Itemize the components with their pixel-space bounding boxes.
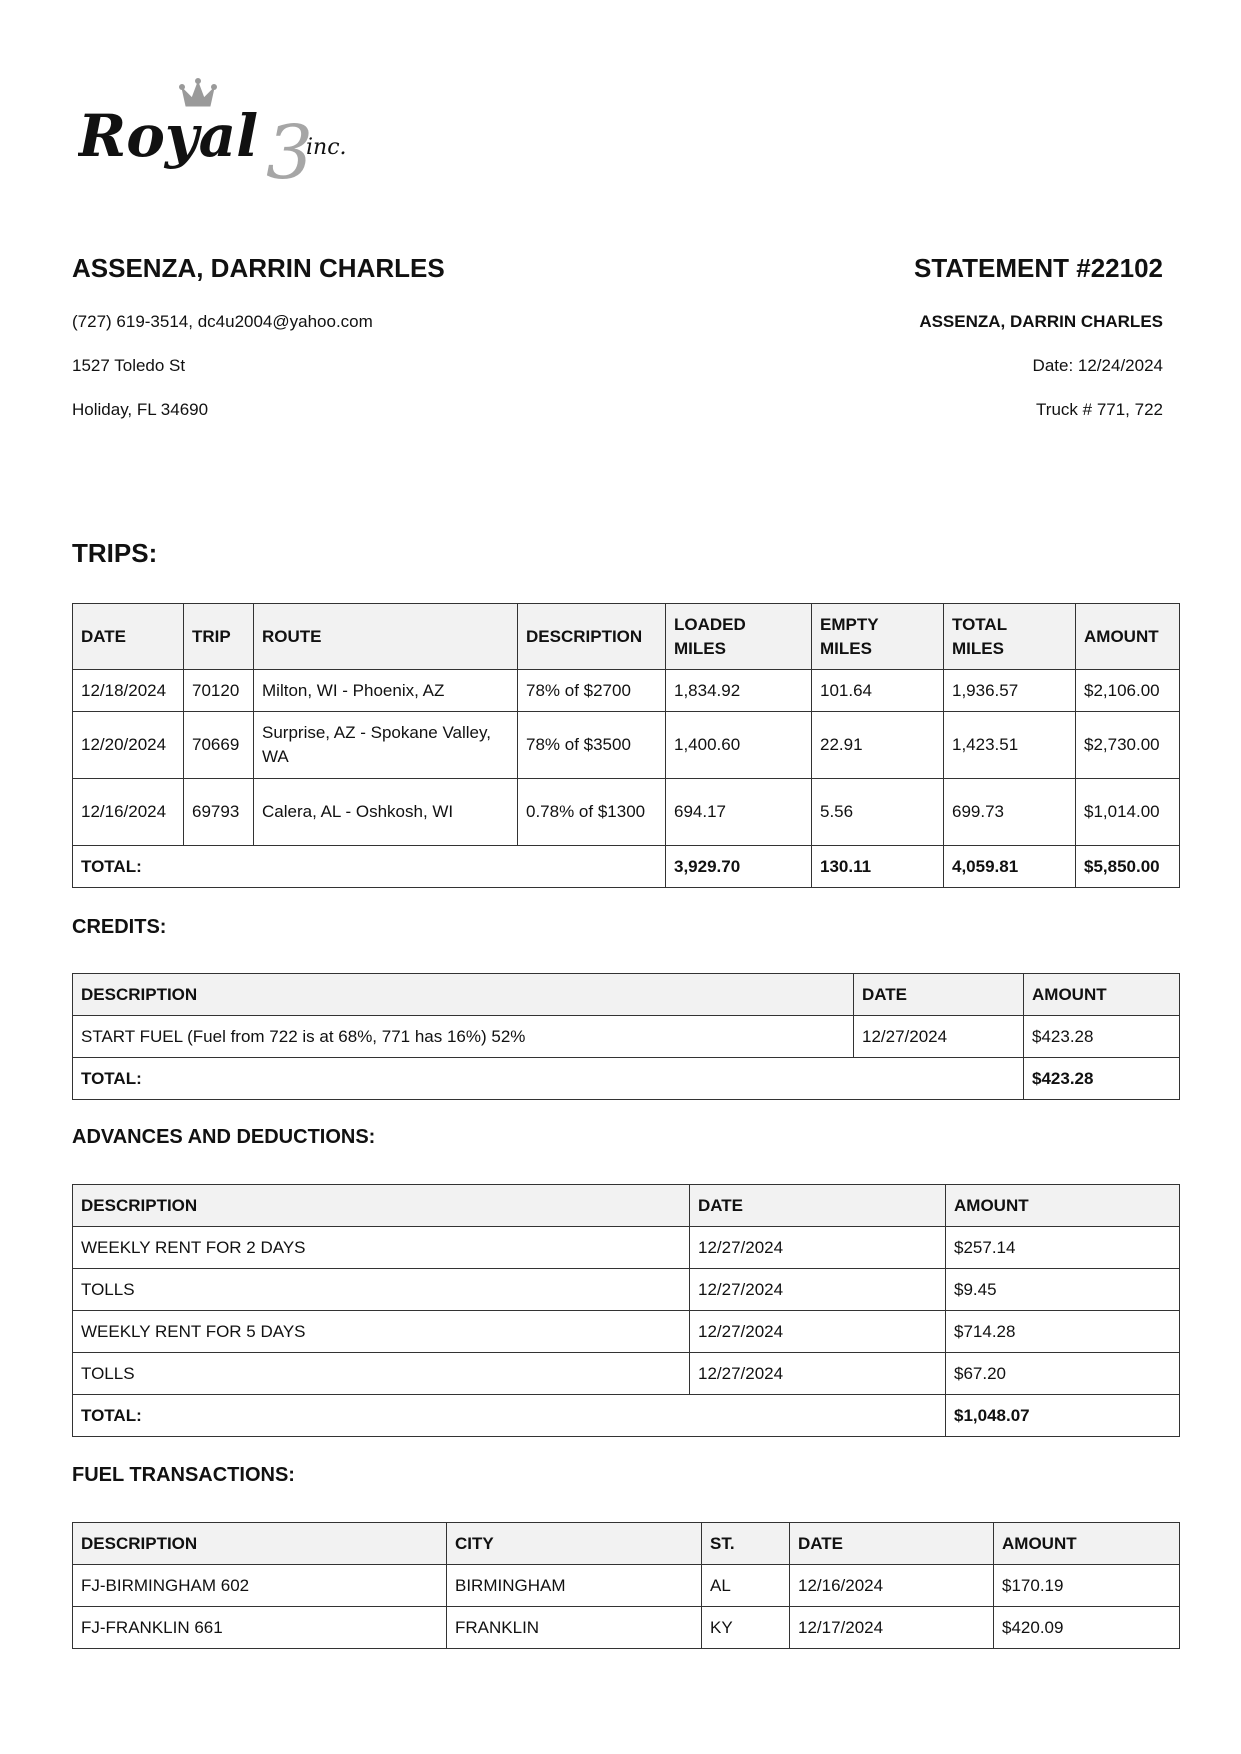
driver-name: ASSENZA, DARRIN CHARLES: [72, 253, 445, 283]
trip-amount: $2,106.00: [1076, 670, 1180, 712]
header-total-line1: TOTAL: [952, 614, 1008, 634]
fuel-title: FUEL TRANSACTIONS:: [72, 1464, 295, 1486]
table-row: [73, 1565, 1180, 1607]
trips-title: TRIPS:: [72, 538, 158, 568]
trip-description: 78% of $2700: [518, 670, 666, 712]
total-label: TOTAL:: [73, 846, 666, 888]
header-empty-miles: [812, 604, 944, 670]
driver-street: 1527 Toledo St: [72, 356, 186, 375]
fuel-description: FJ-FRANKLIN 661: [73, 1607, 447, 1649]
fuel-state: AL: [702, 1565, 790, 1607]
deduction-description: WEEKLY RENT FOR 5 DAYS: [73, 1311, 690, 1353]
fuel-date: 12/17/2024: [790, 1607, 994, 1649]
driver-info: [72, 252, 632, 419]
trip-empty: 101.64: [812, 670, 944, 712]
table-row: [73, 1311, 1180, 1353]
trip-amount: $1,014.00: [1076, 779, 1180, 846]
total-loaded: 3,929.70: [666, 846, 812, 888]
trip-total: 699.73: [944, 779, 1076, 846]
credits-title: CREDITS:: [72, 916, 167, 938]
company-logo: [78, 78, 378, 188]
deduction-amount: $714.28: [946, 1311, 1180, 1353]
table-row: [73, 1353, 1180, 1395]
header-loaded-line2: MILES: [674, 638, 726, 658]
trip-date: 12/20/2024: [73, 712, 184, 779]
total-amount: $5,850.00: [1076, 846, 1180, 888]
fuel-amount: $170.19: [994, 1565, 1180, 1607]
header-description: DESCRIPTION: [518, 604, 666, 670]
trip-number: 70669: [184, 712, 254, 779]
logo-wordmark: Royal: [78, 102, 259, 170]
statement-info: [603, 252, 1163, 419]
deduction-amount: $67.20: [946, 1353, 1180, 1395]
trip-total: 1,423.51: [944, 712, 1076, 779]
table-row: [73, 1016, 1180, 1058]
header-loaded-line1: LOADED: [674, 614, 746, 634]
fuel-amount: $420.09: [994, 1607, 1180, 1649]
header-amount: AMOUNT: [946, 1185, 1180, 1227]
deduction-description: TOLLS: [73, 1269, 690, 1311]
header-loaded-miles: [666, 604, 812, 670]
royal3-logo-graphic: [78, 78, 378, 188]
statement-title: STATEMENT #22102: [913, 253, 1163, 283]
logo-number: 3: [266, 110, 314, 188]
header-date: DATE: [854, 974, 1024, 1016]
driver-contact: (727) 619-3514, dc4u2004@yahoo.com: [72, 312, 373, 331]
deductions-total-row: [73, 1395, 1180, 1437]
deduction-date: 12/27/2024: [690, 1353, 946, 1395]
header-amount: AMOUNT: [1024, 974, 1180, 1016]
trip-loaded: 1,400.60: [666, 712, 812, 779]
header-trip: TRIP: [184, 604, 254, 670]
total-empty: 130.11: [812, 846, 944, 888]
header-amount: AMOUNT: [994, 1523, 1180, 1565]
statement-name: ASSENZA, DARRIN CHARLES: [919, 312, 1163, 331]
trip-amount: $2,730.00: [1076, 712, 1180, 779]
header-description: DESCRIPTION: [73, 1185, 690, 1227]
credits-total-row: [73, 1058, 1180, 1100]
header-date: DATE: [73, 604, 184, 670]
total-miles: 4,059.81: [944, 846, 1076, 888]
header-total-miles: [944, 604, 1076, 670]
trip-route: Calera, AL - Oshkosh, WI: [254, 779, 518, 846]
fuel-header-row: [73, 1523, 1180, 1565]
fuel-table: [72, 1522, 1180, 1649]
trip-date: 12/18/2024: [73, 670, 184, 712]
driver-city: Holiday, FL 34690: [72, 400, 209, 419]
trip-empty: 5.56: [812, 779, 944, 846]
deductions-title: ADVANCES AND DEDUCTIONS:: [72, 1126, 376, 1148]
total-label: TOTAL:: [73, 1395, 946, 1437]
trips-header-row: [73, 604, 1180, 670]
deductions-table: [72, 1184, 1180, 1437]
deduction-date: 12/27/2024: [690, 1227, 946, 1269]
trip-description: 78% of $3500: [518, 712, 666, 779]
table-row: [73, 1227, 1180, 1269]
deduction-date: 12/27/2024: [690, 1311, 946, 1353]
trips-table: [72, 603, 1180, 888]
total-amount: $1,048.07: [946, 1395, 1180, 1437]
trip-route: Surprise, AZ - Spokane Valley, WA: [254, 712, 518, 779]
header-state: ST.: [702, 1523, 790, 1565]
statement-date: Date: 12/24/2024: [1032, 356, 1163, 375]
header-amount: AMOUNT: [1076, 604, 1180, 670]
header-empty-line1: EMPTY: [820, 614, 879, 634]
deductions-header-row: [73, 1185, 1180, 1227]
total-amount: $423.28: [1024, 1058, 1180, 1100]
header-total-line2: MILES: [952, 638, 1004, 658]
fuel-city: FRANKLIN: [447, 1607, 702, 1649]
trip-empty: 22.91: [812, 712, 944, 779]
logo-suffix: inc.: [306, 135, 347, 160]
table-row: [73, 712, 1180, 779]
header-empty-line2: MILES: [820, 638, 872, 658]
trip-number: 70120: [184, 670, 254, 712]
trip-total: 1,936.57: [944, 670, 1076, 712]
credits-table: [72, 973, 1180, 1100]
header-date: DATE: [790, 1523, 994, 1565]
deduction-description: TOLLS: [73, 1353, 690, 1395]
trip-loaded: 694.17: [666, 779, 812, 846]
trip-route: Milton, WI - Phoenix, AZ: [254, 670, 518, 712]
table-row: [73, 1269, 1180, 1311]
header-city: CITY: [447, 1523, 702, 1565]
table-row: [73, 1607, 1180, 1649]
header-description: DESCRIPTION: [73, 974, 854, 1016]
deduction-date: 12/27/2024: [690, 1269, 946, 1311]
trip-loaded: 1,834.92: [666, 670, 812, 712]
header-date: DATE: [690, 1185, 946, 1227]
deduction-description: WEEKLY RENT FOR 2 DAYS: [73, 1227, 690, 1269]
trip-date: 12/16/2024: [73, 779, 184, 846]
fuel-city: BIRMINGHAM: [447, 1565, 702, 1607]
fuel-date: 12/16/2024: [790, 1565, 994, 1607]
fuel-description: FJ-BIRMINGHAM 602: [73, 1565, 447, 1607]
trip-description: 0.78% of $1300: [518, 779, 666, 846]
deduction-amount: $9.45: [946, 1269, 1180, 1311]
table-row: [73, 670, 1180, 712]
total-label: TOTAL:: [73, 1058, 1024, 1100]
credit-date: 12/27/2024: [854, 1016, 1024, 1058]
credit-description: START FUEL (Fuel from 722 is at 68%, 771 has 16%) 52%: [73, 1016, 854, 1058]
trip-number: 69793: [184, 779, 254, 846]
fuel-state: KY: [702, 1607, 790, 1649]
header-description: DESCRIPTION: [73, 1523, 447, 1565]
credit-amount: $423.28: [1024, 1016, 1180, 1058]
statement-truck: Truck # 771, 722: [1036, 400, 1163, 419]
header-route: ROUTE: [254, 604, 518, 670]
table-row: [73, 779, 1180, 846]
credits-header-row: [73, 974, 1180, 1016]
deduction-amount: $257.14: [946, 1227, 1180, 1269]
trips-total-row: [73, 846, 1180, 888]
